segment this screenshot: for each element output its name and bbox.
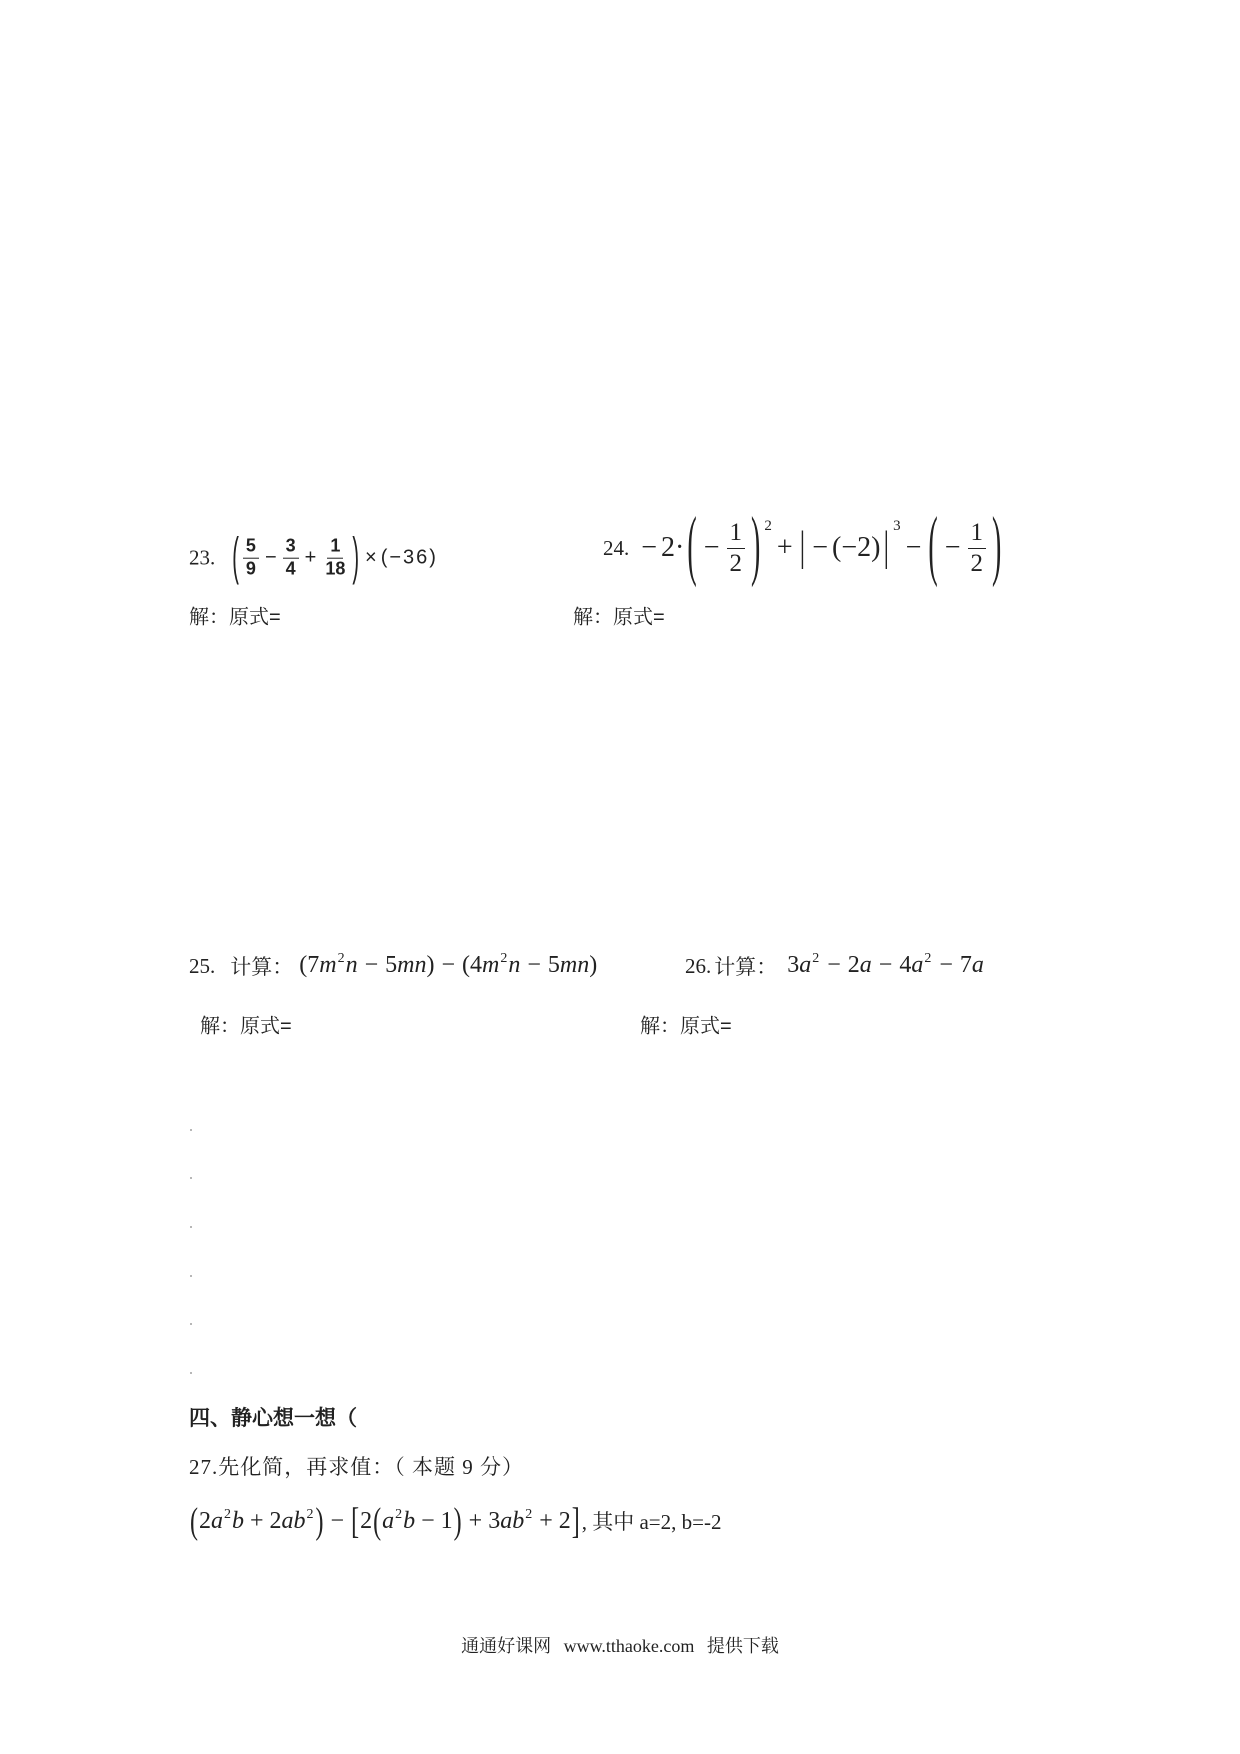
problem-27	[189, 1501, 722, 1543]
math-number: 2	[269, 1508, 282, 1535]
math-exponent: 2	[924, 951, 932, 967]
math-operator: −	[703, 531, 720, 563]
math-variable: n	[508, 952, 521, 979]
math-operator: +	[468, 1508, 483, 1535]
math-number: 5	[547, 952, 560, 979]
problem-23	[189, 529, 438, 587]
math-operator: −	[944, 531, 961, 563]
math-operator: +	[776, 531, 793, 563]
problem-number: 24.	[603, 535, 630, 560]
math-operator: −	[364, 952, 379, 979]
problem-25	[189, 951, 597, 981]
fraction-denominator: 9	[245, 558, 256, 579]
math-variable: a	[211, 1508, 223, 1535]
math-variable: b	[403, 1508, 416, 1535]
problem-label: 计算：	[230, 955, 294, 979]
math-variable: a	[911, 952, 924, 979]
math-variable: a	[382, 1508, 395, 1535]
scan-speck	[190, 1372, 192, 1374]
math-delimiter: (	[373, 1501, 382, 1543]
math-delimiter: (	[190, 1501, 198, 1543]
math-variable: a	[799, 952, 812, 979]
scan-speck	[190, 1275, 192, 1277]
math-number: 5	[385, 952, 398, 979]
math-exponent: 2	[337, 951, 345, 967]
abs-value-bar: |	[799, 524, 806, 571]
math-delimiter: ]	[571, 1501, 580, 1543]
math-operator: −	[330, 1508, 345, 1535]
math-exponent: 2	[500, 951, 508, 967]
fraction	[322, 537, 348, 580]
math-number: (4	[462, 952, 483, 979]
math-operator: −	[527, 952, 541, 979]
fraction-denominator: 2	[970, 549, 984, 577]
math-exponent: 2	[306, 1507, 314, 1523]
problem-27-expression	[189, 1501, 722, 1543]
math-exponent: 2	[525, 1507, 533, 1523]
math-number: 2	[558, 1508, 571, 1535]
math-delimiter: )	[352, 529, 360, 587]
problem-number: 25.	[189, 953, 216, 978]
fraction-numerator: 1	[968, 519, 987, 549]
math-text: , 其中 a=2, b=-2	[581, 1509, 722, 1534]
math-number: (−36)	[380, 546, 438, 569]
math-variable: b	[232, 1508, 244, 1535]
math-number: 2	[847, 952, 860, 979]
math-number: 2·	[661, 531, 685, 563]
math-variable: mn	[559, 952, 590, 979]
fraction	[968, 519, 987, 577]
math-number: 7	[959, 952, 972, 979]
problem-26-expression	[787, 952, 984, 980]
problem-number: 26.	[685, 953, 712, 978]
math-operator: +	[304, 546, 317, 569]
math-variable: a	[971, 952, 984, 979]
scan-speck	[190, 1323, 192, 1325]
problem-24	[603, 503, 1004, 590]
scan-speck	[190, 1129, 192, 1131]
math-number: (7	[299, 952, 320, 979]
math-number: 3	[787, 952, 800, 979]
math-operator: −	[905, 531, 922, 563]
math-operator: −	[641, 531, 658, 563]
math-exponent: 2	[764, 518, 772, 534]
fraction-denominator: 18	[325, 558, 346, 579]
solution-prompt: 解：原式=	[189, 606, 281, 629]
math-variable: mn	[397, 952, 427, 979]
math-operator: −	[827, 952, 841, 979]
math-operator: −	[812, 531, 829, 563]
problem-23-expression	[230, 529, 438, 587]
fraction-denominator: 2	[729, 549, 742, 577]
problem-label: 计算：	[714, 955, 778, 979]
solution-prompt: 解：原式=	[200, 1015, 292, 1038]
math-delimiter: (	[928, 503, 938, 590]
math-number: (−2)	[832, 531, 881, 563]
math-variable: m	[482, 952, 500, 979]
math-operator: +	[250, 1508, 264, 1535]
math-delimiter: (	[232, 529, 239, 587]
math-variable: ab	[500, 1508, 525, 1535]
math-exponent: 3	[893, 518, 901, 534]
math-number: 2	[360, 1508, 373, 1535]
math-operator: +	[539, 1508, 553, 1535]
fraction-numerator: 3	[283, 537, 299, 559]
math-number: 2	[199, 1508, 211, 1535]
math-number: 1	[440, 1508, 453, 1535]
math-variable: n	[345, 952, 358, 979]
fraction	[727, 519, 746, 577]
math-variable: m	[319, 952, 337, 979]
math-exponent: 2	[395, 1507, 403, 1523]
problem-27-question: 27.先化简，再求值：（ 本题 9 分）	[189, 1455, 524, 1479]
math-operator: ×	[365, 546, 377, 569]
math-delimiter: (	[687, 503, 697, 590]
fraction-numerator: 1	[727, 519, 746, 549]
fraction-numerator: 5	[243, 537, 259, 559]
solution-prompt: 解：原式=	[640, 1015, 732, 1038]
solution-prompt: 解：原式=	[573, 606, 665, 629]
fraction-numerator: 1	[327, 537, 343, 559]
math-number: )	[589, 952, 598, 979]
problem-26	[685, 951, 984, 981]
math-delimiter: )	[453, 1501, 462, 1543]
problem-24-expression	[637, 503, 1004, 590]
math-number: 3	[488, 1508, 501, 1535]
math-exponent: 2	[812, 951, 820, 967]
abs-value-bar: |	[883, 524, 890, 571]
math-variable: ab	[281, 1508, 306, 1535]
page-footer: 通通好课网 www.tthaoke.com 提供下载	[461, 1636, 779, 1656]
section-heading: 四、静心想一想（	[189, 1406, 357, 1430]
math-variable: a	[859, 952, 872, 979]
math-number: 4	[899, 952, 912, 979]
math-operator: −	[878, 952, 893, 979]
fraction-denominator: 4	[285, 558, 296, 579]
problem-25-expression	[299, 952, 597, 980]
scan-speck	[190, 1177, 192, 1179]
math-delimiter: )	[992, 503, 1002, 590]
math-exponent: 2	[224, 1507, 231, 1523]
math-operator: −	[421, 1508, 435, 1535]
math-operator: −	[939, 952, 953, 979]
math-number: )	[426, 952, 435, 979]
fraction	[243, 537, 259, 580]
problem-number: 23.	[189, 545, 216, 570]
scan-speck	[190, 1226, 192, 1228]
math-delimiter: )	[751, 503, 761, 590]
math-operator: −	[441, 952, 456, 979]
fraction	[283, 537, 299, 580]
math-delimiter: )	[315, 1501, 324, 1543]
math-operator: −	[264, 546, 277, 569]
math-delimiter: [	[351, 1501, 360, 1543]
